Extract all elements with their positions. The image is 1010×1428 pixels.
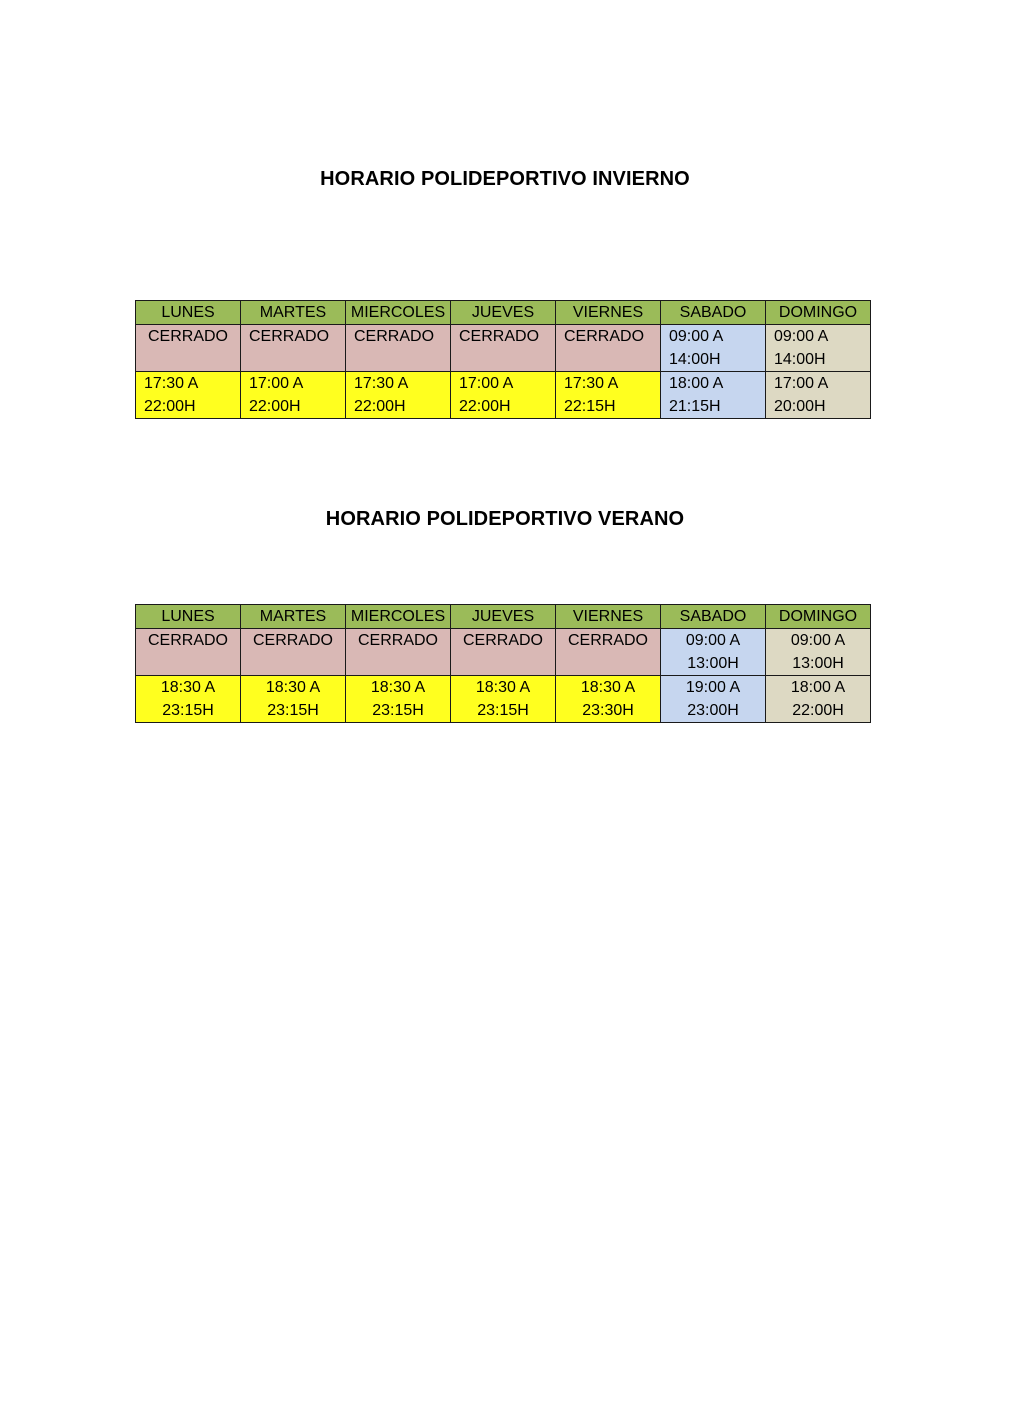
cell-domingo-evening: 18:00 A 22:00H: [766, 676, 871, 723]
header-domingo: DOMINGO: [766, 301, 871, 325]
cell-jueves-evening: 18:30 A 23:15H: [451, 676, 556, 723]
header-domingo: DOMINGO: [766, 605, 871, 629]
cell-viernes-evening: 18:30 A 23:30H: [556, 676, 661, 723]
cell-lunes-evening: 18:30 A 23:15H: [136, 676, 241, 723]
cell-viernes-evening: 17:30 A 22:15H: [556, 372, 661, 419]
header-jueves: JUEVES: [451, 301, 556, 325]
summer-title: HORARIO POLIDEPORTIVO VERANO: [325, 508, 685, 530]
cell-miercoles-evening: 18:30 A 23:15H: [346, 676, 451, 723]
header-viernes: VIERNES: [556, 301, 661, 325]
cell-miercoles-evening: 17:30 A 22:00H: [346, 372, 451, 419]
table-row-evening: [136, 676, 871, 723]
table-row-morning: [136, 325, 871, 372]
cell-domingo-evening: 17:00 A 20:00H: [766, 372, 871, 419]
table-header-row: [136, 301, 871, 325]
winter-title: HORARIO POLIDEPORTIVO INVIERNO: [320, 168, 690, 190]
table-row-morning: [136, 629, 871, 676]
header-miercoles: MIERCOLES: [346, 301, 451, 325]
cell-jueves-morning: CERRADO: [451, 325, 556, 372]
cell-martes-morning: CERRADO: [241, 629, 346, 676]
header-martes: MARTES: [241, 605, 346, 629]
cell-miercoles-morning: CERRADO: [346, 325, 451, 372]
cell-domingo-morning: 09:00 A 13:00H: [766, 629, 871, 676]
cell-sabado-evening: 18:00 A 21:15H: [661, 372, 766, 419]
cell-miercoles-morning: CERRADO: [346, 629, 451, 676]
header-martes: MARTES: [241, 301, 346, 325]
header-miercoles: MIERCOLES: [346, 605, 451, 629]
cell-jueves-morning: CERRADO: [451, 629, 556, 676]
cell-domingo-morning: 09:00 A 14:00H: [766, 325, 871, 372]
cell-lunes-morning: CERRADO: [136, 325, 241, 372]
cell-martes-evening: 17:00 A 22:00H: [241, 372, 346, 419]
cell-viernes-morning: CERRADO: [556, 325, 661, 372]
winter-schedule-table: [135, 300, 871, 419]
header-lunes: LUNES: [136, 301, 241, 325]
cell-martes-morning: CERRADO: [241, 325, 346, 372]
cell-martes-evening: 18:30 A 23:15H: [241, 676, 346, 723]
cell-sabado-evening: 19:00 A 23:00H: [661, 676, 766, 723]
summer-schedule-table: [135, 604, 871, 723]
cell-lunes-evening: 17:30 A 22:00H: [136, 372, 241, 419]
header-lunes: LUNES: [136, 605, 241, 629]
header-viernes: VIERNES: [556, 605, 661, 629]
table-header-row: [136, 605, 871, 629]
cell-sabado-morning: 09:00 A 13:00H: [661, 629, 766, 676]
cell-lunes-morning: CERRADO: [136, 629, 241, 676]
header-jueves: JUEVES: [451, 605, 556, 629]
table-row-evening: [136, 372, 871, 419]
cell-viernes-morning: CERRADO: [556, 629, 661, 676]
header-sabado: SABADO: [661, 605, 766, 629]
cell-sabado-morning: 09:00 A 14:00H: [661, 325, 766, 372]
cell-jueves-evening: 17:00 A 22:00H: [451, 372, 556, 419]
header-sabado: SABADO: [661, 301, 766, 325]
